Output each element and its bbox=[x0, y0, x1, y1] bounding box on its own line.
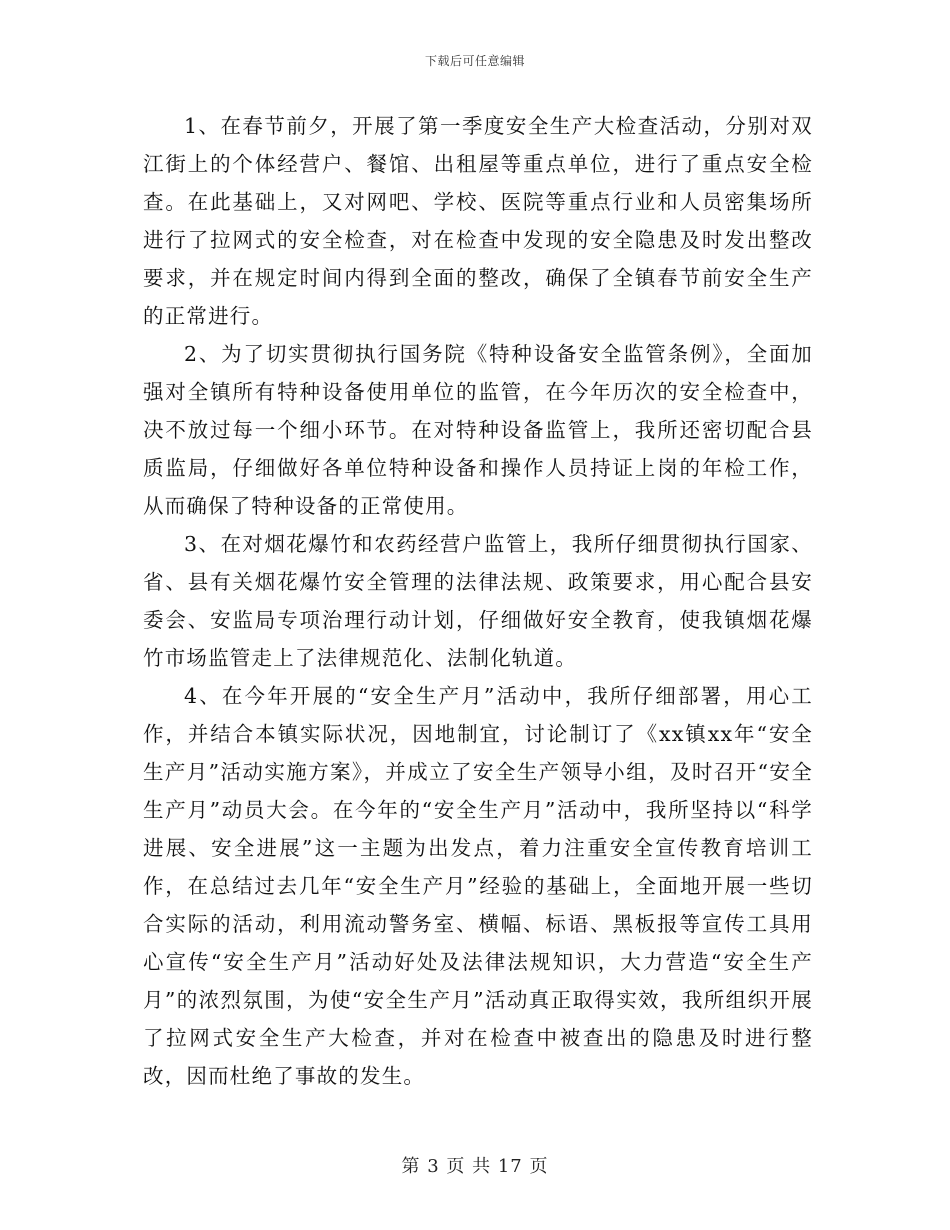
document-body bbox=[143, 107, 813, 1095]
paragraph-3: 3、在对烟花爆竹和农药经营户监管上，我所仔细贯彻执行国家、省、县有关烟花爆竹安全管理的法律法规、政策要求，用心配合县安委会、安监局专项治理行动计划，仔细做好安全教育，使我镇烟花爆竹市场监管走上了法律规范化、法制化轨道。 bbox=[143, 532, 813, 670]
paragraph-4: 4、在今年开展的“安全生产月”活动中，我所仔细部署，用心工作，并结合本镇实际状况，因地制宜，讨论制订了《xx镇xx年“安全生产月”活动实施方案》，并成立了安全生产领导小组，及时召开“安全生产月”动员大会。在今年的“安全生产月”活动中，我所坚持以“科学进展、安全进展”这一主题为出发点，着力注重安全宣传教育培训工作，在总结过去几年“安全生产月”经验的基础上，全面地开展一些切合实际的活动，利用流动警务室、横幅、标语、黑板报等宣传工具用心宣传“安全生产月”活动好处及法律法规知识，大力营造“安全生产月”的浓烈氛围，为使“安全生产月”活动真正取得实效，我所组织开展了拉网式安全生产大检查，并对在检查中被查出的隐患及时进行整改，因而杜绝了事故的发生。 bbox=[143, 684, 813, 1088]
paragraph-1: 1、在春节前夕，开展了第一季度安全生产大检查活动，分别对双江街上的个体经营户、餐馆、出租屋等重点单位，进行了重点安全检查。在此基础上，又对网吧、学校、医院等重点行业和人员密集场所进行了拉网式的安全检查，对在检查中发现的安全隐患及时发出整改要求，并在规定时间内得到全面的整改，确保了全镇春节前安全生产的正常进行。 bbox=[143, 114, 813, 328]
page-number-footer: 第 3 页 共 17 页 bbox=[401, 1156, 549, 1177]
paragraph-2: 2、为了切实贯彻执行国务院《特种设备安全监管条例》，全面加强对全镇所有特种设备使用单位的监管，在今年历次的安全检查中，决不放过每一个细小环节。在对特种设备监管上，我所还密切配合县质监局，仔细做好各单位特种设备和操作人员持证上岗的年检工作，从而确保了特种设备的正常使用。 bbox=[143, 342, 813, 518]
page-header: 下载后可任意编辑 bbox=[424, 54, 525, 68]
